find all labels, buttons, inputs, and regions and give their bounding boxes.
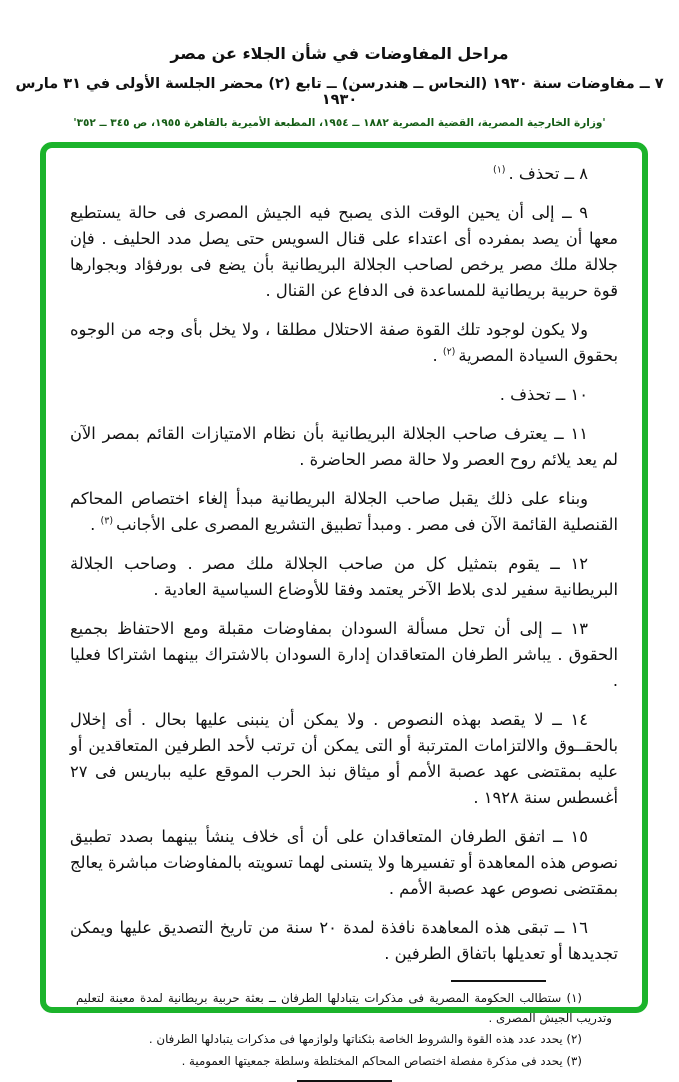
footnote-reference: (٣) [100,515,117,527]
clause-paragraph [70,200,618,304]
clause-number: ١١ ــ [547,424,589,443]
clause-number: ٩ ــ [554,203,589,222]
page-subtitle: ٧ ــ مفاوضات سنة ١٩٣٠ (النحاس ــ هندرسن) ــ تابع (٢) محضر الجلسة الأولى في ٣١ مارس ١٩٣٠ [15,76,664,108]
clause-text: لا يقصد بهذه النصوص . ولا يمكن أن ينبنى عليها بحال . أى إخلال بالحقــوق والالتزامات المترتبة أو التى يمكن أن ترتب لأحد الطرفين المتعاقدين أو عليه بمقتضى عهد عصبة الأمم أو ميثاق نبذ الحرب الموقع عليه بباريس فى ٢٧ أغسطس سنة ١٩٢٨ . [70,710,618,807]
clause-text: يقوم بتمثيل كل من صاحب الجلالة ملك مصر . وصاحب الجلالة البريطانية سفير لدى بلاط الآخر يعتمد وفقا للأوضاع السياسية العادية . [70,554,618,599]
clause-paragraph [70,421,618,473]
clause-number: ١٢ ــ [539,554,589,573]
clause-text: إلى أن يحين الوقت الذى يصبح فيه الجيش المصرى فى حالة يستطيع معها أن يصد بمفرده أى اعتداء على قنال السويس حتى يصل مدد الحليف . فإن جلالة ملك مصر يرخص لصاحب الجلالة البريطانية بأن يضع فى بورفؤاد وبجوارها قوة حربية بريطانية للمساعدة فى الدفاع عن القنال . [70,203,618,300]
footnote-item [76,1030,612,1050]
clause-paragraph [70,486,618,538]
clause-text: تحذف . [508,164,560,183]
page-header [0,0,679,129]
clause-number: ١٦ ــ [548,918,589,937]
clause-paragraph [70,616,618,694]
clause-text: اتفق الطرفان المتعاقدان على أن أى خلاف ينشأ بينهما بصدد تطبيق نصوص هذه المعاهدة أو تفسيرها ولا يتسنى لهما تسويته بالمفاوضات مباشرة يعالج بمقتضى نصوص عهد عصبة الأمم . [70,827,618,898]
document-frame [40,142,648,1068]
footnote-text: يحدد عدد هذه القوة والشروط الخاصة بثكناتها ولوازمها فى مذكرات يتبادلها الطرفان . [148,1032,563,1046]
clause-number: ١٠ ــ [550,385,588,404]
clause-text: إلى أن تحل مسألة السودان بمفاوضات مقبلة ومع الاحتفاظ بجميع الحقوق . يباشر الطرفان المتعاقدان إدارة السودان بالاشتراك بينهما اشتراكا فعليا . [70,619,618,690]
clause-number: ٨ ــ [559,164,588,183]
footnote-text: يحدد فى مذكرة مفصلة اختصاص المحاكم المختلطة وسلطة جمعيتها العمومية . [181,1053,563,1068]
clause-text: تبقى هذه المعاهدة نافذة لمدة ٢٠ سنة من تاريخ التصديق عليها ويمكن تجديدها أو تعديلها باتفاق الطرفين . [70,918,618,963]
footnote-text: ستطالب الحكومة المصرية فى مذكرات يتبادلها الطرفان ــ بعثة حربية بريطانية لمدة معينة لتعليم وتدريب الجيش المصرى . [76,991,612,1025]
footnote-separator [451,980,546,982]
clause-paragraph [70,161,618,187]
footnote-marker: (٣) [562,1053,582,1068]
footnote-marker: (١) [561,991,583,1005]
footnotes [70,989,618,1071]
clause-paragraph [70,551,618,603]
source-citation: 'وزارة الخارجية المصرية، القضية المصرية ١٨٨٢ ــ ١٩٥٤، المطبعة الأميرية بالقاهرة ١٩٥٥، ص ٣٤٥ ــ ٣٥٢' [73,117,606,129]
clause-paragraph [70,707,618,811]
paragraphs [70,161,618,967]
page-title: مراحل المفاوضات في شأن الجلاء عن مصر [170,44,509,63]
clause-text: تحذف . [499,385,551,404]
clause-number: ١٥ ــ [545,827,589,846]
clause-text-tail: . [432,346,443,365]
clause-text: ولا يكون لوجود تلك القوة صفة الاحتلال مطلقا ، ولا يخل بأى وجه من الوجوه بحقوق السيادة المصرية [70,320,618,365]
clause-paragraph [70,317,618,369]
clause-number: ١٣ ــ [542,619,588,638]
clause-text: يعترف صاحب الجلالة البريطانية بأن نظام الامتيازات القائم بمصر الآن لم يعد يلائم روح العصر ولا حالة مصر الحاضرة . [70,424,618,469]
footnote-reference: (٢) [442,346,459,358]
footnote-reference: (١) [492,164,509,176]
clause-number: ١٤ ــ [543,710,588,729]
clause-paragraph [70,382,618,408]
footnote-marker: (٢) [562,1032,582,1046]
clause-paragraph [70,824,618,902]
clause-paragraph [70,915,618,967]
footnote-item [76,989,612,1028]
footnote-item [76,1052,612,1072]
clause-text-tail: . [90,515,101,534]
clause-text: وبناء على ذلك يقبل صاحب الجلالة البريطانية مبدأ إلغاء اختصاص المحاكم القنصلية القائمة الآن فى مصر . ومبدأ تطبيق التشريع المصرى على الأجانب [70,489,618,534]
